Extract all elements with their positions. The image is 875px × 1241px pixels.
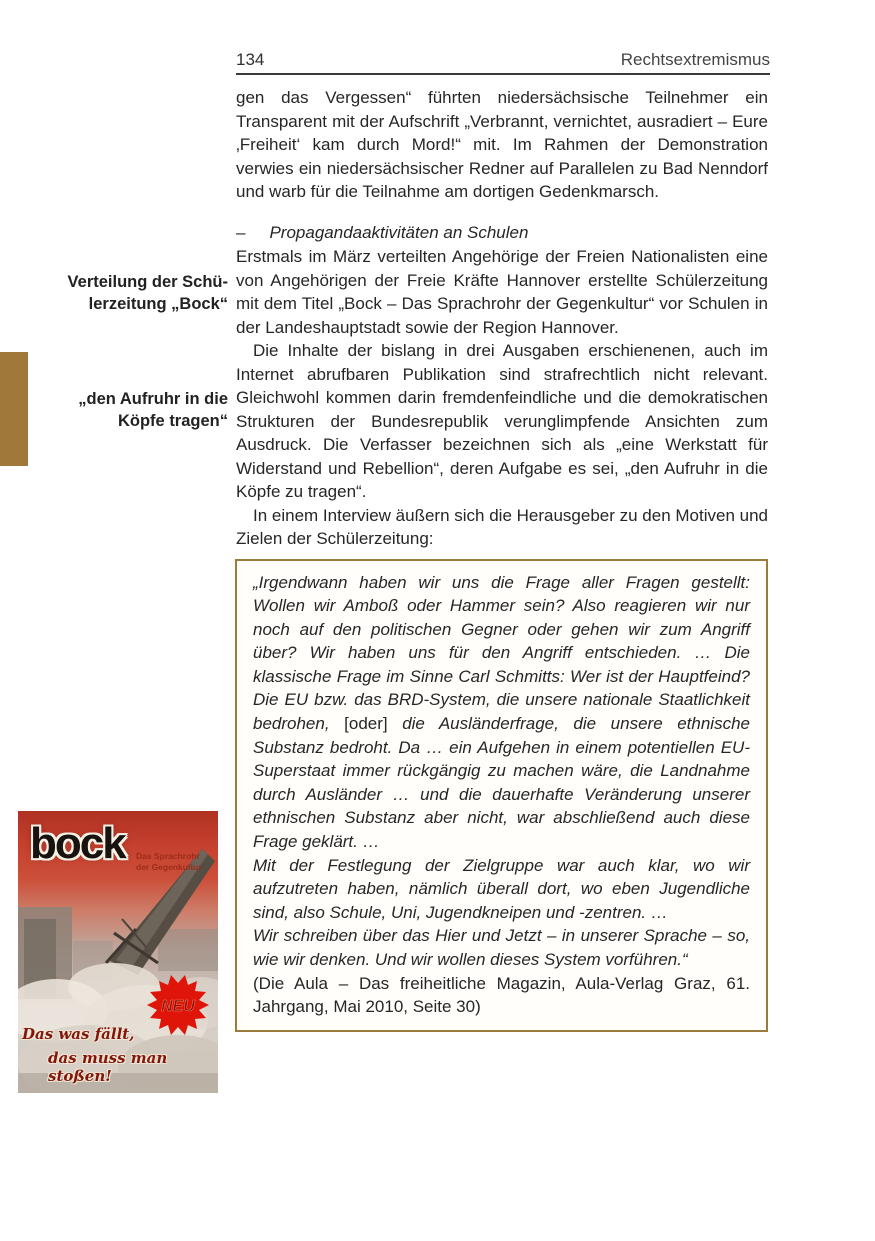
cover-subtitle: Das Sprachrohr der Gegenkultur xyxy=(136,851,202,872)
running-head: Rechtsextremismus xyxy=(620,50,770,69)
page-number: 134 xyxy=(236,50,265,69)
quote-paragraph-3: Wir schreiben über das Hier und Jetzt – in unserer Sprache – so, wie wir denken. Und wir wollen dieses System vorführen.“ xyxy=(253,926,750,969)
quote-text-part2: die Ausländerfrage, die unsere ethnische Substanz bedroht. Da … ein Aufgehen in einem potentiellen EU-Superstaat immer rückgängig zu machen wäre, die Landnahme durch Ausländer … und die dauerhafte Veränderung unserer ethnischen Substanz aber nicht, war abschließend auch diese Frage geklärt. … xyxy=(253,714,750,852)
body-paragraph-4: In einem Interview äußern sich die Herausgeber zu den Motiven und Zielen der Schülerzeitung: xyxy=(236,505,769,548)
cover-slogan-line1: Das was fällt, xyxy=(22,1025,135,1043)
margin-note-aufruhr: „den Aufruhr in die Köpfe tragen“ xyxy=(78,390,228,430)
header-rule xyxy=(236,73,770,75)
quote-paragraph-2: Mit der Festlegung der Zielgruppe war auch klar, wo wir aufzutreten haben, nämlich überall dort, wo eben Jugendliche sind, also Schule, Uni, Jugendkneipen und -zentren. … xyxy=(253,855,750,922)
neu-starburst-badge xyxy=(146,973,210,1037)
quote-citation: (Die Aula – Das freiheitliche Magazin, Aula-Verlag Graz, 61. Jahrgang, Mai 2010, Seite 30) xyxy=(253,973,750,1017)
neu-badge-text: NEU xyxy=(161,998,195,1015)
cover-slogan-line2: das muss man stoßen! xyxy=(48,1049,168,1085)
section-heading xyxy=(236,221,768,245)
main-text-column xyxy=(236,86,768,1032)
magazine-cover-bock xyxy=(18,811,218,1093)
cover-title: bock xyxy=(30,819,125,868)
margin-note-schuelerzeitung: Verteilung der Schü- lerzeitung „Bock“ xyxy=(67,273,228,313)
body-paragraph-3: Die Inhalte der bislang in drei Ausgaben erschienenen, auch im Internet abrufbaren Publikation sind strafrechtlich nicht relevant. Gleichwohl kommen darin fremdenfeindliche und die demokratischen Strukturen der Bundesrepublik verunglimpfende Ansichten zum Ausdruck. Die Verfasser bezeichnen sich als „eine Werkstatt für Widerstand und Rebellion“, deren Aufgabe es sei, „den Aufruhr in die Köpfe zu tragen“. xyxy=(236,341,768,501)
body-paragraph-1: gen das Vergessen“ führten niedersächsische Teilnehmer ein Transparent mit der Aufschrift „Verbrannt, vernichtet, ausradiert – Eure ‚Freiheit‘ kam durch Mord!“ mit. Im Rahmen der Demonstration verwies ein niedersächsischer Redner auf Parallelen zu Bad Nenndorf und warb für die Teilnahme am dortigen Gedenkmarsch. xyxy=(236,88,768,201)
quote-paragraph-1 xyxy=(253,571,750,854)
heading-label: Propagandaaktivitäten an Schulen xyxy=(269,222,529,242)
heading-dash: – xyxy=(236,222,246,242)
quote-editor-insert: [oder] xyxy=(344,714,388,734)
quote-text-part1: „Irgendwann haben wir uns die Frage aller Fragen gestellt: Wollen wir Amboß oder Hammer sein? Also reagieren wir nur noch auf den politischen Gegner oder gehen wir zum Angriff über? Wir haben uns für den Angriff entschieden. … Die klassische Frage im Sinne Carl Schmitts: Wer ist der Hauptfeind? Die EU bzw. das BRD-System, die unsere nationale Staatlichkeit bedrohen, xyxy=(253,572,750,734)
body-paragraph-2: Erstmals im März verteilten Angehörige der Freien Nationalisten eine von Angehörigen der Freie Kräfte Hannover erstellte Schülerzeitung mit dem Titel „Bock – Das Sprachrohr der Gegenkultur“ vor Schulen in der Landeshauptstadt sowie der Region Hannover. xyxy=(236,247,768,337)
interview-quote-box xyxy=(235,559,768,1032)
